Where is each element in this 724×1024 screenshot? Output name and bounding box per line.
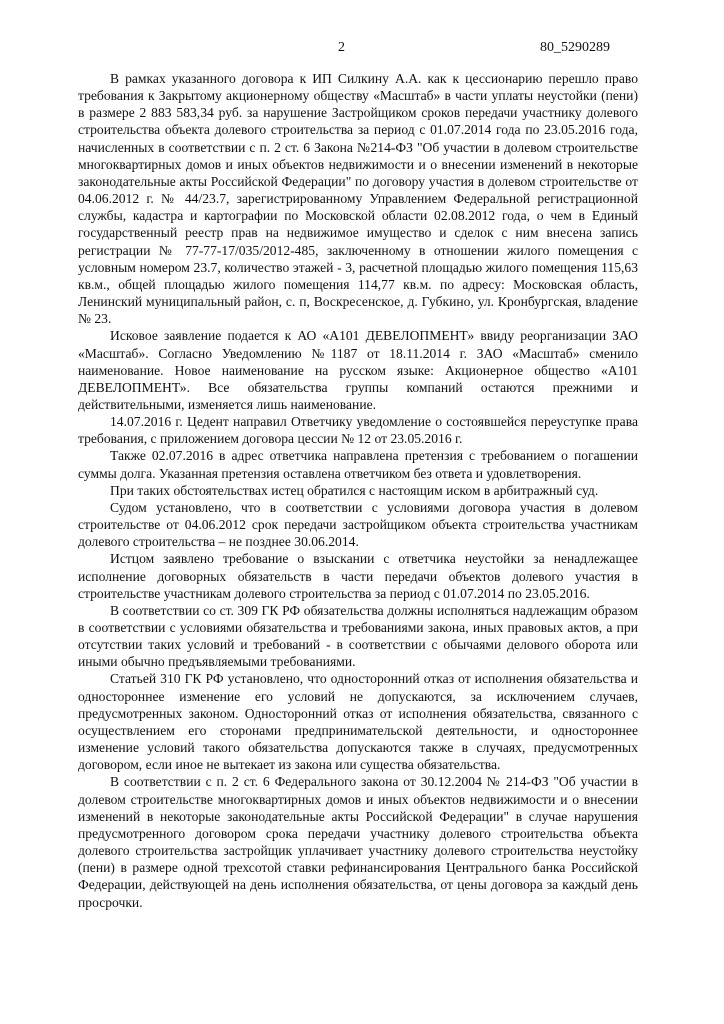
paragraph-article-309: В соответствии со ст. 309 ГК РФ обязательства должны исполняться надлежащим образом в соответствии с условиями обязательства и требованиями закона, иных правовых актов, а при отсутствии таких условий и требований - в соответствии с обычаями делового оборота или иными обычно предъявляемыми требованиями. xyxy=(78,602,638,670)
paragraph-reorganization: Исковое заявление подается к АО «А101 ДЕВЕЛОПМЕНТ» ввиду реорганизации ЗАО «Масштаб». Согласно Уведомлению №1187 от 18.11.2014 г. ЗАО «Масштаб» сменило наименование. Новое наименование на русском языке: Акционерное общество «А101 ДЕВЕЛОПМЕНТ». Все обязательства группы компаний остаются прежними и действительными, изменяется лишь наименование. xyxy=(78,328,638,412)
paragraph-cession-claim: В рамках указанного договора к ИП Силкину А.А. как к цессионарию перешло право требования к Закрытому акционерному обществу «Масштаб» в части уплаты неустойки (пени) в размере 2 883 583,34 руб. за нарушение Застройщиком сроков передачи участнику долевого строительства объекта долевого строительства за период с 01.07.2014 года по 23.05.2016 года, начисленных в соответствии с п. 2 ст. 6 Закона №214-ФЗ "Об участии в долевом строительстве многоквартирных домов и иных объектов недвижимости и о внесении изменений в некоторые законодательные акты Российской Федерации" по договору участия в долевом строительстве от 04.06.2012 г. № 44/23.7, зарегистрированному Управлением Федеральной регистрационной службы, кадастра и картографии по Московской области 02.08.2012 года, о чем в Единый государственный реестр прав на недвижимое имущество и сделок с ним внесена запись регистрации № 77-77-17/035/2012-485, заключенному в отношении жилого помещения с условным номером 23.7, количество этажей - 3, расчетной площадью жилого помещения 115,63 кв.м., общей площадью жилого помещения 114,77 кв.м. по адресу: Московская область, Ленинский муниципальный район, с. п, Воскресенское, д. Губкино, ул. Кронбургская, владение № 23. xyxy=(78,71,638,327)
paragraph-court-established: Судом установлено, что в соответствии с условиями договора участия в долевом строительстве от 04.06.2012 срок передачи застройщиком объекта строительства участникам долевого строительства – не позднее 30.06.2014. xyxy=(78,499,638,550)
paragraph-notification: 14.07.2016 г. Цедент направил Ответчику уведомление о состоявшейся переуступке права требования, с приложением договора цессии № 12 от 23.05.2016 г. xyxy=(78,414,638,447)
paragraph-claim-letter: Также 02.07.2016 в адрес ответчика направлена претензия с требованием о погашении суммы долга. Указанная претензия оставлена ответчиком без ответа и удовлетворения. xyxy=(78,448,638,481)
paragraph-penalty-demand: Истцом заявлено требование о взыскании с ответчика неустойки за ненадлежащее исполнение договорных обязательств в части передачи объектов долевого участия в строительстве участникам долевого строительства за период с 01.07.2014 по 23.05.2016. xyxy=(78,551,638,601)
page-number: 2 xyxy=(338,40,345,55)
paragraph-law-214-fz: В соответствии с п. 2 ст. 6 Федерального закона от 30.12.2004 № 214-ФЗ "Об участии в долевом строительстве многоквартирных домов и иных объектов недвижимости и о внесении изменений в некоторые законодательные акты Российской Федерации" в случае нарушения предусмотренного договором срока передачи участнику долевого строительства объекта долевого строительства застройщик уплачивает участнику долевого строительства неустойку (пени) в размере одной трехсотой ставки рефинансирования Центрального банка Российской Федерации, действующей на день исполнения обязательства, от цены договора за каждый день просрочки. xyxy=(78,774,638,910)
document-body xyxy=(78,70,638,911)
case-number: 80_5290289 xyxy=(540,40,610,55)
paragraph-court-filing: При таких обстоятельствах истец обратился с настоящим иском в арбитражный суд. xyxy=(110,482,599,498)
page-header xyxy=(0,40,724,60)
paragraph-article-310: Статьей 310 ГК РФ установлено, что односторонний отказ от исполнения обязательства и одностороннее изменение его условий не допускаются, за исключением случаев, предусмотренных законом. Односторонний отказ от исполнения обязательства, связанного с осуществлением его сторонами предпринимательской деятельности, и одностороннее изменение условий такого обязательства допускаются также в случаях, предусмотренных договором, если иное не вытекает из закона или существа обязательства. xyxy=(78,671,638,773)
